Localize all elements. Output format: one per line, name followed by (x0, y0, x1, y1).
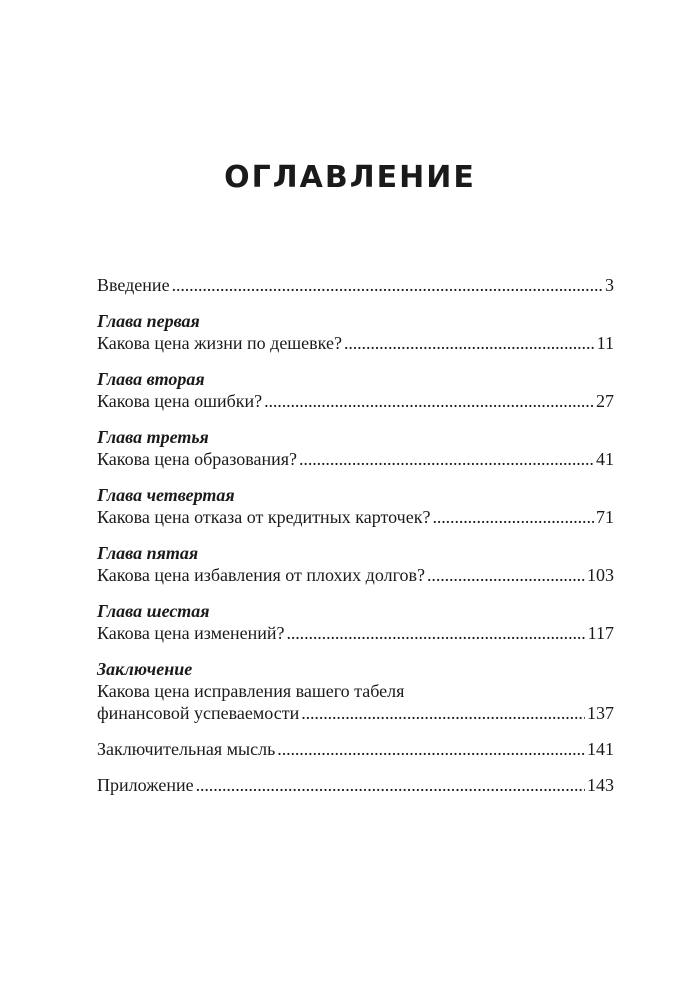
toc-entry-intro (97, 274, 614, 296)
toc-entry-chapter-4 (97, 484, 614, 528)
toc-entry-label-line: Какова цена исправления вашего табеля (97, 681, 405, 701)
page-title: ОГЛАВЛЕНИЕ (224, 160, 476, 195)
toc-page-number: 3 (605, 275, 614, 295)
table-of-contents (97, 274, 614, 810)
toc-entry-appendix (97, 774, 614, 796)
dot-leader (299, 448, 594, 470)
chapter-heading: Глава вторая (97, 369, 205, 389)
dot-leader (301, 702, 585, 724)
toc-page-number: 117 (587, 623, 614, 643)
chapter-heading: Глава пятая (97, 543, 199, 563)
toc-entry-label: Какова цена образования? (97, 449, 298, 469)
dot-leader (286, 622, 585, 644)
toc-page-number: 41 (596, 449, 614, 469)
toc-entry-chapter-2 (97, 368, 614, 412)
toc-entry-label: Заключительная мысль (97, 739, 276, 759)
chapter-heading: Глава четвертая (97, 485, 235, 505)
chapter-heading: Глава третья (97, 427, 209, 447)
toc-entry-label: Какова цена отказа от кредитных карточек? (97, 507, 431, 527)
dot-leader (427, 564, 585, 586)
dot-leader (172, 274, 603, 296)
toc-page-number: 143 (587, 775, 614, 795)
chapter-heading: Глава первая (97, 311, 200, 331)
toc-entry-chapter-6 (97, 600, 614, 644)
dot-leader (432, 506, 594, 528)
toc-page-number: 27 (596, 391, 614, 411)
dot-leader (277, 738, 585, 760)
toc-entry-label: Какова цена избавления от плохих долгов? (97, 565, 426, 585)
toc-page-number: 71 (596, 507, 614, 527)
toc-page-number: 11 (596, 333, 614, 353)
toc-page-number: 137 (587, 703, 614, 723)
toc-entry-label: Введение (97, 275, 170, 295)
dot-leader (344, 332, 595, 354)
toc-entry-chapter-5 (97, 542, 614, 586)
chapter-heading: Заключение (97, 659, 193, 679)
toc-entry-label: Какова цена жизни по дешевке? (97, 333, 342, 353)
toc-entry-label: Приложение (97, 775, 194, 795)
toc-entry-conclusion (97, 658, 614, 724)
toc-page-number: 141 (587, 739, 614, 759)
toc-page-number: 103 (587, 565, 614, 585)
toc-entry-chapter-1 (97, 310, 614, 354)
toc-entry-label: Какова цена ошибки? (97, 391, 263, 411)
toc-entry-final-thought (97, 738, 614, 760)
dot-leader (196, 774, 585, 796)
toc-entry-label: Какова цена изменений? (97, 623, 285, 643)
chapter-heading: Глава шестая (97, 601, 210, 621)
toc-entry-chapter-3 (97, 426, 614, 470)
dot-leader (264, 390, 594, 412)
toc-entry-label: финансовой успеваемости (97, 703, 300, 723)
